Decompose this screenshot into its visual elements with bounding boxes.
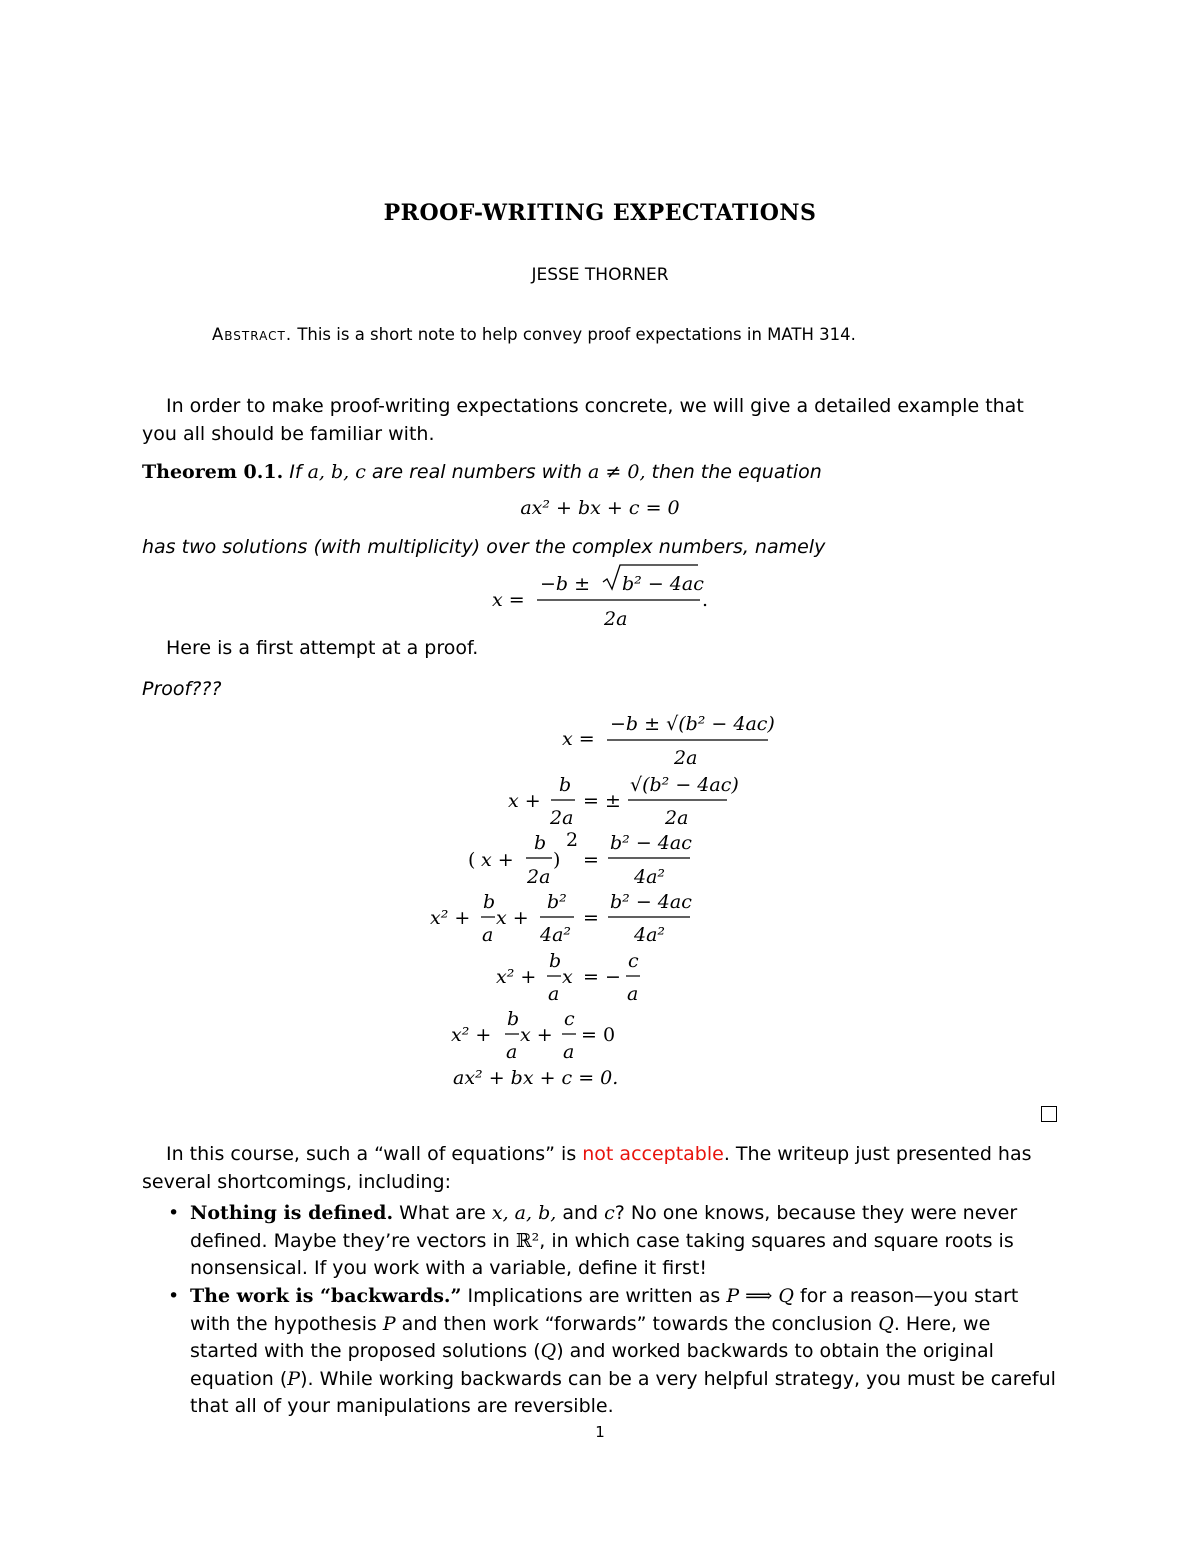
abstract-text: This is a short note to help convey proof expectations in MATH 314. [297,325,856,344]
svg-text:b: b [559,774,572,796]
proof-step-4 [430,891,692,946]
step7-text: ax² + bx + c = 0. [453,1067,619,1089]
step1-numerator: −b ± √(b² − 4ac) [610,713,775,735]
step2-eq: = ± [583,790,621,812]
step1-denominator: 2a [674,747,698,769]
quadratic-formula [492,565,708,630]
svg-text:c: c [564,1008,575,1030]
svg-text:2a: 2a [665,807,689,829]
proof-step-7 [453,1067,618,1089]
bullet-icon: • [168,1285,180,1307]
svg-text:b: b [483,891,496,913]
svg-text:= −: = − [583,966,621,988]
svg-text:= 0: = 0 [581,1024,616,1046]
svg-text:a: a [627,983,639,1005]
svg-text:2a: 2a [550,807,574,829]
proof-step-5 [496,950,640,1005]
formula-trailing: . [702,589,709,611]
proof-step-6 [451,1008,615,1063]
step5-lhs: x² + [496,966,537,988]
theorem-text-1: If a, b, c are real numbers with a ≠ 0, then the equation [289,461,822,483]
svg-text:a: a [563,1041,575,1063]
step1-lhs: x = [562,728,595,750]
svg-text:2: 2 [566,829,579,851]
left-paren-icon: ( [468,849,476,871]
step3-numerator: b² − 4ac [610,832,692,854]
author-name: JESSE THORNER [531,265,669,285]
svg-text:4a²: 4a² [634,924,666,946]
svg-text:a: a [548,983,560,1005]
intro-paragraph: In order to make proof-writing expectations concrete, we will give a detailed example that you all should be familiar with. [142,395,1024,445]
svg-text:x +: x + [520,1024,553,1046]
bullet-work-backwards: • The work is “backwards.” Implications are written as P ⟹ Q for a reason—you start with the hypothesis P and then work “forwards” towards the conclusion Q. Here, we started with the proposed solutions (Q) and worked backwards to obtain the original equation (P). While working backwards can be a very helpful strategy, you must be careful that all of your manipulations are reversible. [168,1285,1056,1417]
page-number: 1 [595,1423,605,1441]
svg-text:b: b [507,1008,520,1030]
svg-text:b: b [534,832,547,854]
svg-text:=: = [583,849,599,871]
formula-lhs: x = [492,589,525,611]
theorem-label: Theorem 0.1. [142,461,284,483]
theorem-text-2: has two solutions (with multiplicity) over the complex numbers, namely [142,536,826,558]
formula-radicand: b² − 4ac [622,573,704,595]
step6-lhs: x² + [451,1024,492,1046]
critique-paragraph: In this course, such a “wall of equations” is not acceptable. The writeup just presented has several shortcomings, including: [142,1143,1032,1193]
svg-text:=: = [583,907,599,929]
not-acceptable-highlight: not acceptable [582,1143,724,1165]
step2-numerator: √(b² − 4ac) [630,774,739,796]
svg-text:x +: x + [496,907,529,929]
formula-numerator: −b ± [540,573,591,595]
svg-text:b²: b² [547,891,567,913]
proof-label: Proof??? [142,678,222,700]
step2-lhs: x + [508,790,541,812]
formula-denominator: 2a [604,608,628,630]
svg-text:4a²: 4a² [634,866,666,888]
svg-text:2a: 2a [527,866,551,888]
proof-step-1 [562,713,775,769]
step4-lhs: x² + [430,907,471,929]
svg-text:a: a [482,924,494,946]
proof-step-2 [508,774,739,829]
abstract-label: Abstract. [212,325,293,344]
paper-title: PROOF-WRITING EXPECTATIONS [383,200,817,226]
svg-text:4a²: 4a² [540,924,572,946]
attempt-intro: Here is a first attempt at a proof. [166,637,479,659]
svg-text:x: x [562,966,573,988]
step3-lhs: x + [481,849,514,871]
right-paren-icon: ) [553,849,561,871]
proof-step-3 [468,829,692,888]
svg-text:c: c [628,950,639,972]
svg-text:b² − 4ac: b² − 4ac [610,891,692,913]
qed-square-icon [1041,1106,1057,1122]
bullet-icon: • [168,1202,180,1224]
svg-text:a: a [506,1041,518,1063]
theorem-equation: ax² + bx + c = 0 [520,497,680,519]
svg-text:b: b [549,950,562,972]
bullet-nothing-defined: • Nothing is defined. What are x, a, b, and c? No one knows, because they were never defined. Maybe they’re vectors in ℝ², in which case taking squares and square roots is nonsensical. If you work with a variable, define it first! [168,1202,1018,1279]
